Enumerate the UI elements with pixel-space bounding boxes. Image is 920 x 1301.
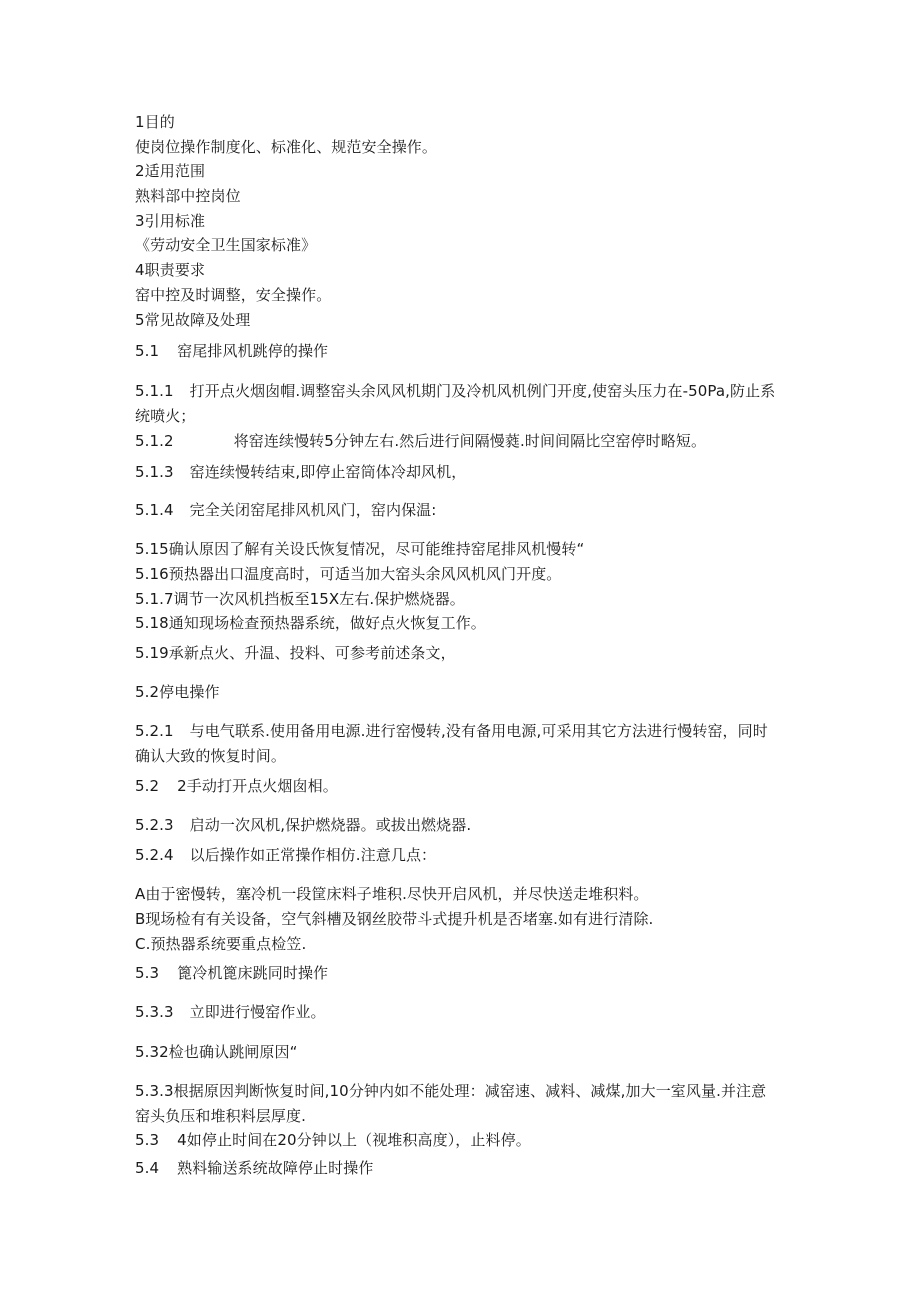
item-number: 5.2 bbox=[135, 777, 160, 795]
paragraph-scope: 熟料部中控岗位 bbox=[135, 187, 241, 205]
item-text: 立即进行慢窑作业。 bbox=[189, 1003, 326, 1021]
item-5-2-1 bbox=[135, 721, 768, 741]
section-title: 窑尾排风机跳停的操作 bbox=[177, 342, 329, 360]
section-5-3 bbox=[135, 963, 328, 983]
item-text: 窑连续慢转结束,即停止窑筒体冷却风机， bbox=[189, 463, 467, 481]
item-number: 5.1.2 bbox=[135, 432, 174, 450]
item-text: 以后操作如正常操作相仿.注意几点： bbox=[189, 846, 437, 864]
item-number: 5.2.4 bbox=[135, 846, 174, 864]
item-text: 启动一次风机,保护燃烧器。或拔出燃烧器. bbox=[189, 816, 472, 834]
item-5-3-4 bbox=[135, 1130, 531, 1150]
item-text: 打开点火烟囱帽.调整窑头余风风机期门及冷机风机例门开度,使窑头压力在-50Pa,防止系 bbox=[189, 382, 776, 400]
item-text: 与电气联系.使用备用电源.进行窑慢转,没有备用电源,可采用其它方法进行慢转窑，同时 bbox=[189, 722, 768, 740]
section-title: 熟料输送系统故障停止时操作 bbox=[177, 1159, 374, 1177]
paragraph-references: 《劳动安全卫生国家标准》 bbox=[135, 236, 317, 254]
heading-scope: 2适用范围 bbox=[135, 162, 206, 180]
item-number: 5.1.3 bbox=[135, 463, 174, 481]
item-number: 5.2.1 bbox=[135, 722, 174, 740]
item-5-32: 5.32检也确认跳闸原因“ bbox=[135, 1043, 298, 1061]
paragraph-purpose: 使岗位操作制度化、标准化、规范安全操作。 bbox=[135, 138, 438, 156]
item-5-16: 5.16预热器出口温度高时，可适当加大窑头余风风机风门开度。 bbox=[135, 565, 562, 583]
item-5-3-3-cont: 窑头负压和堆积料层厚度. bbox=[135, 1107, 306, 1125]
item-text: 将窑连续慢转5分钟左右.然后进行间隔慢蕤.时间间隔比空窑停时略短。 bbox=[233, 432, 707, 450]
item-number: 5.3 bbox=[135, 1131, 160, 1149]
section-5-2: 5.2停电操作 bbox=[135, 683, 220, 701]
note-a: A由于密慢转，塞冷机一段筐床料子堆积.尽快开启风机，并尽快送走堆积料。 bbox=[135, 885, 649, 903]
heading-faults: 5常见故障及处理 bbox=[135, 311, 251, 329]
item-5-1-4 bbox=[135, 500, 436, 520]
item-text: 2手动打开点火烟囱相。 bbox=[177, 777, 338, 795]
paragraph-responsibility: 窑中控及时调整，安全操作。 bbox=[135, 286, 332, 304]
item-5-1-1 bbox=[135, 381, 775, 401]
note-b: B现场检有有关设备，空气斜槽及钢丝胶带斗式提升机是否堵塞.如有进行清除. bbox=[135, 910, 654, 928]
item-5-2-4 bbox=[135, 845, 436, 865]
section-number: 5.4 bbox=[135, 1159, 160, 1177]
item-text: 4如停止时间在20分钟以上（视堆积高度），止料停。 bbox=[177, 1131, 531, 1149]
item-number: 5.3.3 bbox=[135, 1003, 174, 1021]
section-number: 5.3 bbox=[135, 964, 160, 982]
heading-references: 3引用标准 bbox=[135, 212, 206, 230]
item-5-3-3: 5.3.3根据原因判断恢复时间,10分钟内如不能处理：减窑速、减料、减煤,加大一室风量.并注意 bbox=[135, 1082, 767, 1100]
heading-responsibility: 4职责要求 bbox=[135, 261, 206, 279]
item-5-2-3 bbox=[135, 815, 471, 835]
item-text: 完全关闭窑尾排风机风门，窑内保温: bbox=[189, 501, 437, 519]
item-5-18: 5.18通知现场检查预热器系统，做好点火恢复工作。 bbox=[135, 614, 486, 632]
item-5-2-2 bbox=[135, 776, 338, 796]
section-number: 5.1 bbox=[135, 342, 160, 360]
item-5-1-3 bbox=[135, 462, 466, 482]
item-5-15: 5.15确认原因了解有关设氏恢复情况，尽可能维持窑尾排风机慢转“ bbox=[135, 540, 585, 558]
item-5-19: 5.19承新点火、升温、投料、可参考前述条文， bbox=[135, 644, 456, 662]
section-5-1 bbox=[135, 341, 328, 361]
item-number: 5.2.3 bbox=[135, 816, 174, 834]
item-5-2-1-cont: 确认大致的恢复时间。 bbox=[135, 747, 287, 765]
note-c: C.预热器系统要重点检笠. bbox=[135, 935, 307, 953]
section-title: 篦冷机篦床跳同时操作 bbox=[177, 964, 329, 982]
item-5-1-2 bbox=[135, 431, 706, 451]
item-5-3-3-first bbox=[135, 1002, 326, 1022]
section-5-4 bbox=[135, 1158, 373, 1178]
item-5-1-7: 5.1.7调节一次风机挡板至15X左右.保护燃烧器。 bbox=[135, 590, 465, 608]
item-number: 5.1.1 bbox=[135, 382, 174, 400]
heading-purpose: 1目的 bbox=[135, 113, 175, 131]
item-5-1-1-cont: 统喷火； bbox=[135, 407, 196, 425]
item-number: 5.1.4 bbox=[135, 501, 174, 519]
